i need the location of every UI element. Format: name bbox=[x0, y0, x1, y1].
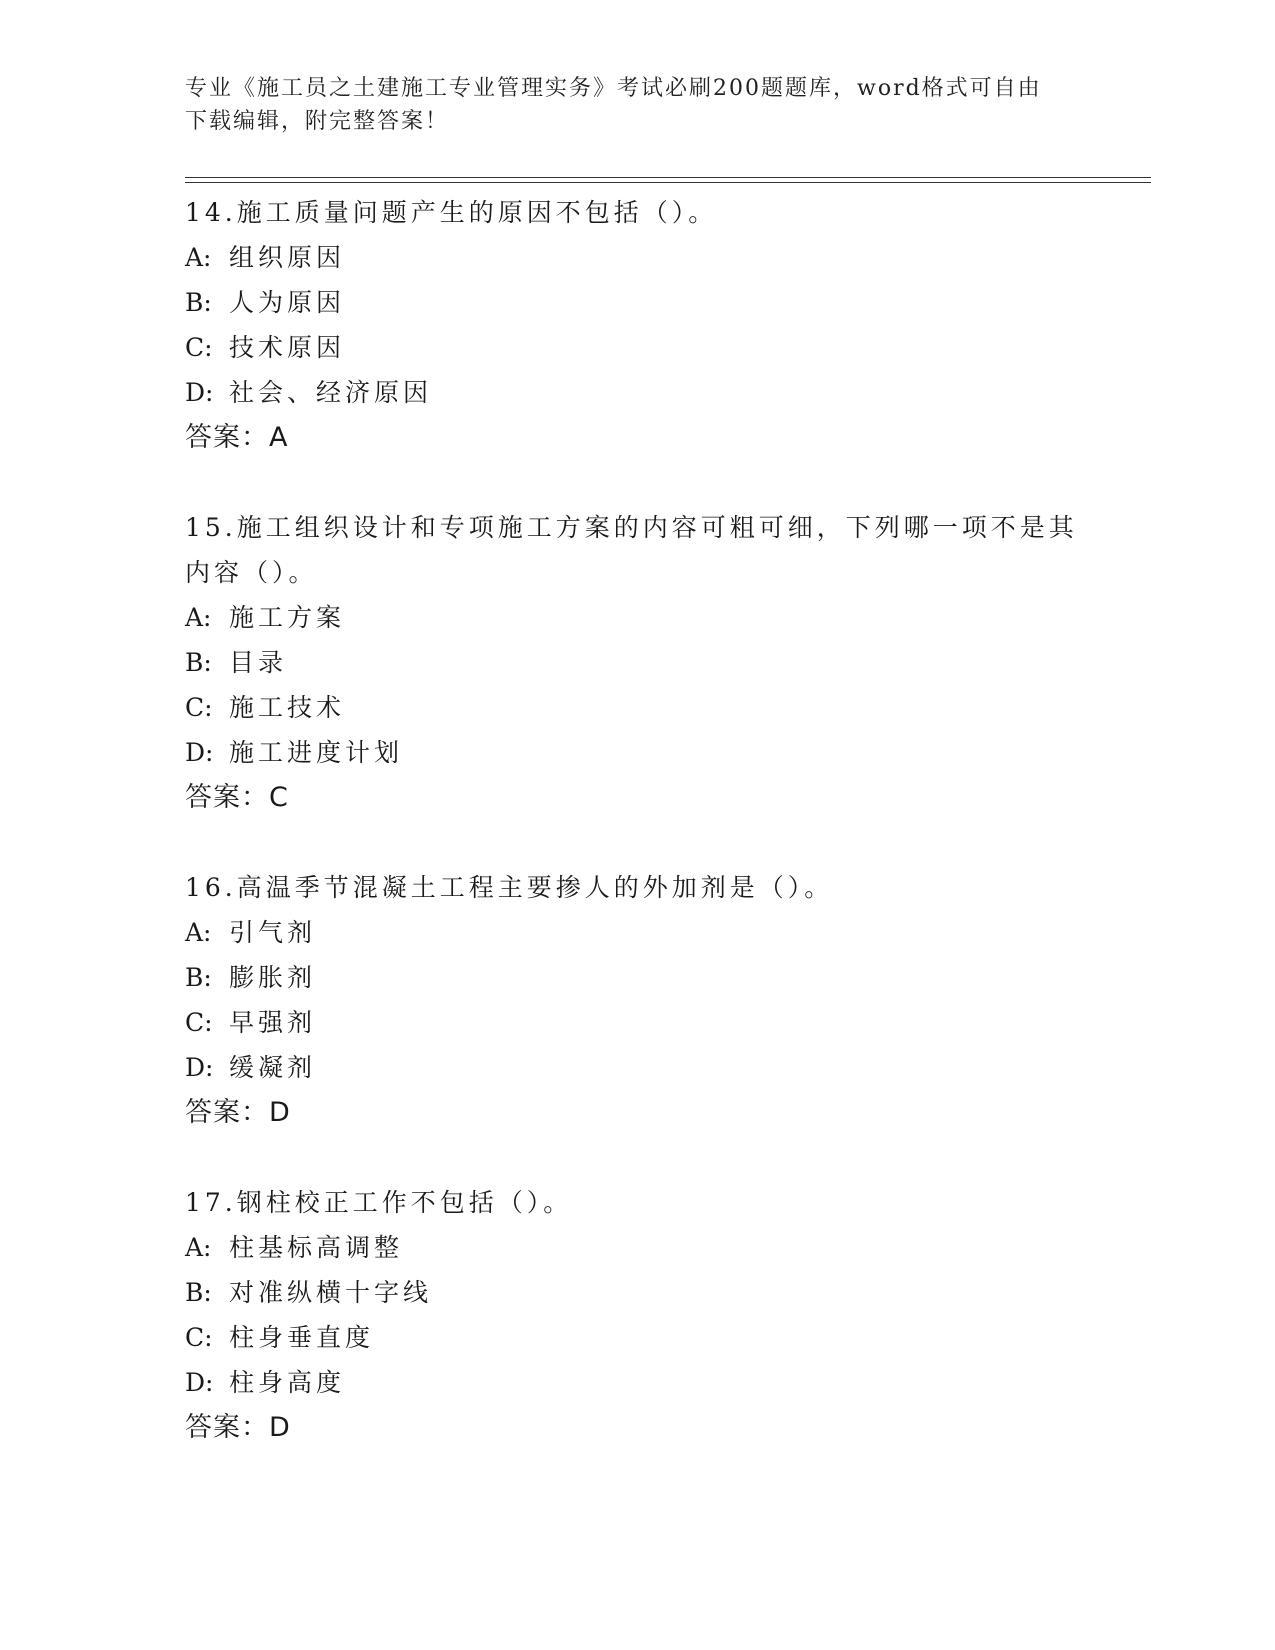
option-letter: A: bbox=[185, 918, 212, 947]
option-c bbox=[185, 325, 1085, 370]
option-letter: D: bbox=[185, 1368, 214, 1397]
option-letter: A: bbox=[185, 1233, 212, 1262]
header-line-2: 下载编辑，附完整答案！ bbox=[185, 109, 450, 134]
option-letter: A: bbox=[185, 603, 212, 632]
option-letter: B: bbox=[185, 288, 212, 317]
question-14 bbox=[185, 190, 1085, 461]
option-text: 社会、经济原因 bbox=[229, 378, 433, 407]
option-text: 柱身垂直度 bbox=[229, 1323, 375, 1352]
option-letter: B: bbox=[185, 963, 212, 992]
option-text: 施工进度计划 bbox=[229, 738, 404, 767]
option-letter: C: bbox=[185, 333, 213, 362]
option-text: 对准纵横十字线 bbox=[229, 1278, 433, 1307]
option-text: 施工技术 bbox=[229, 693, 346, 722]
option-c bbox=[185, 685, 1085, 730]
option-text: 施工方案 bbox=[229, 603, 346, 632]
option-letter: A: bbox=[185, 243, 212, 272]
header-divider-top bbox=[185, 177, 1151, 178]
option-text: 柱基标高调整 bbox=[229, 1233, 404, 1262]
option-text: 目录 bbox=[229, 648, 288, 677]
option-text: 膨胀剂 bbox=[229, 963, 317, 992]
document-header bbox=[185, 72, 1065, 138]
option-d bbox=[185, 370, 1085, 415]
question-16 bbox=[185, 865, 1085, 1136]
option-text: 技术原因 bbox=[229, 333, 346, 362]
option-text: 缓凝剂 bbox=[229, 1053, 317, 1082]
question-stem: 17.钢柱校正工作不包括（）。 bbox=[185, 1188, 573, 1217]
question-stem: 14.施工质量问题产生的原因不包括（）。 bbox=[185, 198, 718, 227]
option-d bbox=[185, 1360, 1085, 1405]
answer-line: 答案：A bbox=[185, 422, 289, 453]
option-d bbox=[185, 1045, 1085, 1090]
option-letter: D: bbox=[185, 378, 214, 407]
option-b bbox=[185, 280, 1085, 325]
question-spacer bbox=[185, 821, 1085, 865]
option-b bbox=[185, 1270, 1085, 1315]
option-text: 柱身高度 bbox=[229, 1368, 346, 1397]
question-stem: 16.高温季节混凝土工程主要掺人的外加剂是（）。 bbox=[185, 873, 834, 902]
option-c bbox=[185, 1000, 1085, 1045]
option-text: 引气剂 bbox=[229, 918, 317, 947]
option-b bbox=[185, 640, 1085, 685]
answer-line: 答案：C bbox=[185, 782, 289, 813]
option-d bbox=[185, 730, 1085, 775]
option-letter: B: bbox=[185, 648, 212, 677]
question-15 bbox=[185, 505, 1085, 821]
option-text: 早强剂 bbox=[229, 1008, 317, 1037]
answer-line: 答案：D bbox=[185, 1412, 291, 1443]
header-divider-bottom bbox=[185, 182, 1151, 183]
option-a bbox=[185, 595, 1085, 640]
answer-line: 答案：D bbox=[185, 1097, 291, 1128]
question-list bbox=[185, 190, 1085, 1451]
option-letter: C: bbox=[185, 1323, 213, 1352]
option-a bbox=[185, 235, 1085, 280]
question-spacer bbox=[185, 461, 1085, 505]
question-spacer bbox=[185, 1136, 1085, 1180]
option-letter: D: bbox=[185, 738, 214, 767]
option-b bbox=[185, 955, 1085, 1000]
question-17 bbox=[185, 1180, 1085, 1451]
option-a bbox=[185, 1225, 1085, 1270]
option-c bbox=[185, 1315, 1085, 1360]
header-line-1: 专业《施工员之土建施工专业管理实务》考试必刷200题题库，word格式可自由 bbox=[185, 76, 1042, 101]
question-stem-continued: 内容（）。 bbox=[185, 558, 318, 587]
option-a bbox=[185, 910, 1085, 955]
option-letter: C: bbox=[185, 1008, 213, 1037]
option-text: 组织原因 bbox=[229, 243, 346, 272]
option-letter: D: bbox=[185, 1053, 214, 1082]
option-letter: C: bbox=[185, 693, 213, 722]
option-letter: B: bbox=[185, 1278, 212, 1307]
option-text: 人为原因 bbox=[229, 288, 346, 317]
question-stem: 15.施工组织设计和专项施工方案的内容可粗可细，下列哪一项不是其 bbox=[185, 513, 1078, 542]
